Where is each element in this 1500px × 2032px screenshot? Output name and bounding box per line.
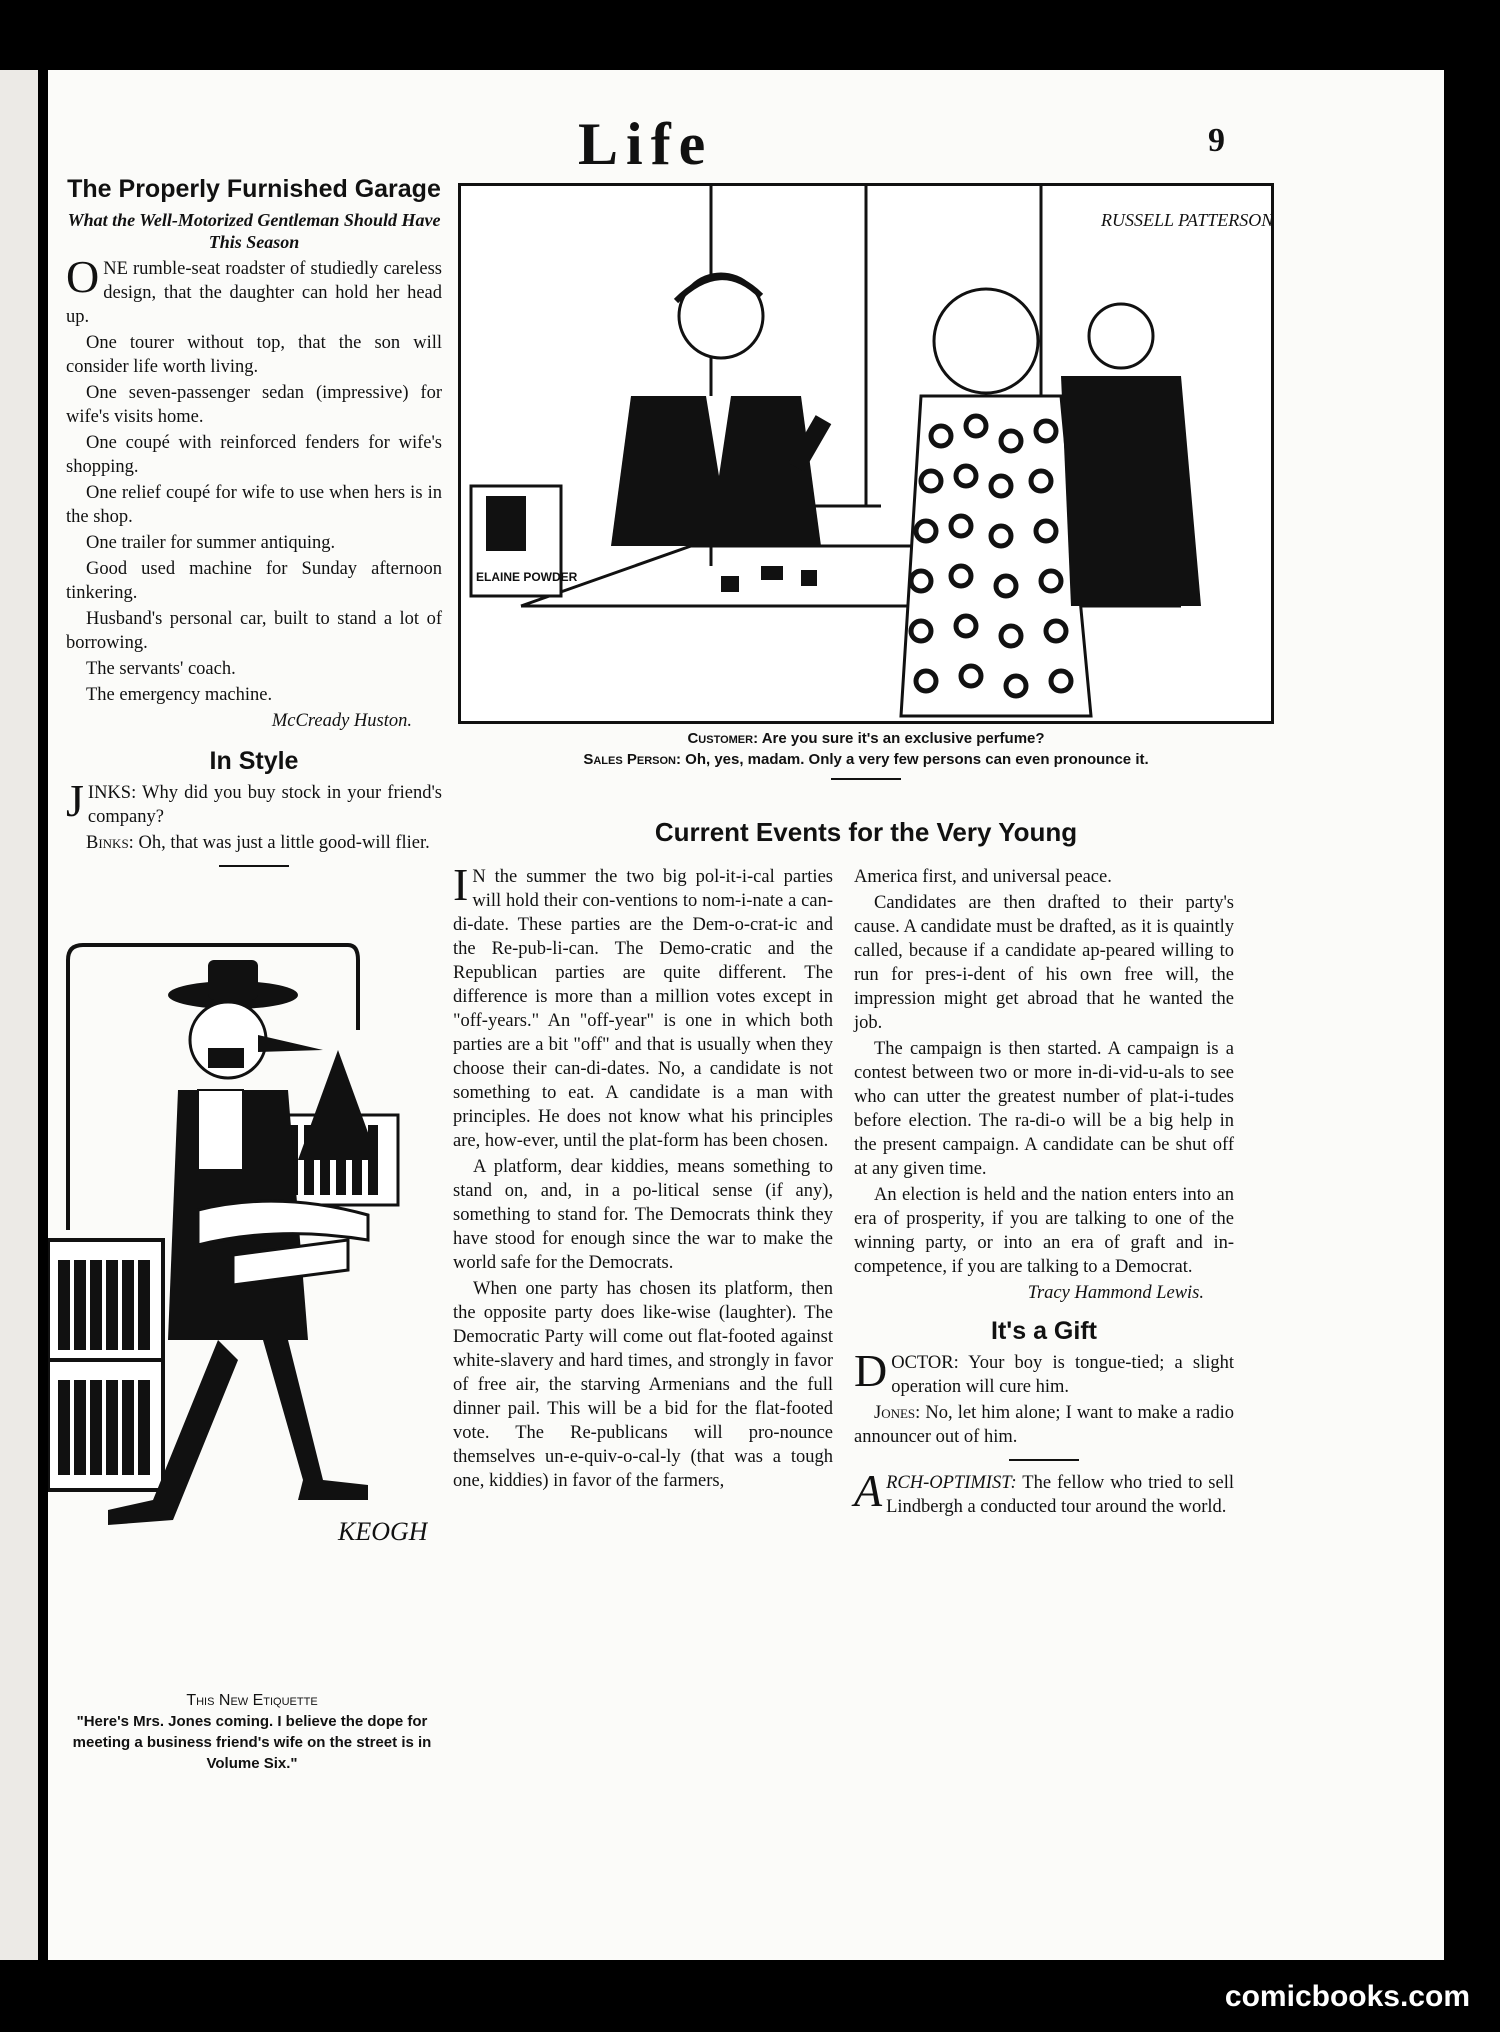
garage-line: One coupé with reinforced fenders for wife's shopping. [66,433,442,477]
jones-speaker: Jones: [874,1403,921,1423]
garage-subtitle: What the Well-Motorized Gentleman Should Have This Season [67,210,441,252]
jinks-speaker: INKS: [87,783,137,803]
garage-author: McCready Huston. [271,711,412,731]
masthead: Life [578,111,714,177]
jones-line: No, let him alone; I want to make a radio announcer out of him. [854,1403,1234,1447]
powder-box-text: ELAINE POWDER [476,570,578,584]
current-events-drop-cap: I [453,859,469,910]
garage-article [66,175,442,877]
current-events-p7: An election is held and the nation enters into an era of prosperity, if you are talking to one of the winning party, or into an era of graft and in-competence, if you are talking to a Democrat. [854,1185,1234,1277]
current-events-p3: When one party has chosen its platform, then the opposite party does like-wise (laughter). The Democratic Party will come out flat-footed against white-slavery and hard times, and strongly in favor of free air, the starving Armenians and the full dinner pail. This will be a bid for the flat-footed vote. The Re-publicans will pro-nounce themselves un-e-quiv-o-cal-ly (that was a tough one, kiddies) in favor of the farmers, [453,1279,833,1491]
current-events-p1: N the summer the two big pol-it-i-cal parties will hold their con-ventions to nom-i-nate a can-di-date. These parties are the Dem-o-crat-ic and the Re-pub-li-can. The Demo-cratic and the Republican parties are quite different. The difference is more than a million votes except in "off-years." An "off-year" is one in which both parties are a bit "off" and that is usually when they choose their can-di-dates. No, a candidate is not something to eat. A candidate is a man with principles. He does not know what his principles are, how-ever, until the plat-form has been chosen. [453,867,833,1151]
etiquette-caption-block [62,1690,442,1774]
current-events-p4: America first, and universal peace. [854,867,1112,887]
divider [1009,1459,1079,1461]
perfume-illustration [461,186,1271,721]
current-events-p5: Candidates are then drafted to their party's cause. A candidate must be drafted, as it is quaintly called, because if a candidate ap-peared willing to run for pres-i-dent of his own free will, the impression might get abroad that he wanted the job. [854,893,1234,1033]
salesperson-speaker: Sales Person: [583,751,681,768]
adjacent-page-edge [0,70,38,1960]
current-events-p2: A platform, dear kiddies, means something to stand on, and, in a po-litical sense (if any), something to stand for. The Democrats think they have stood for enough since the war to make the world safe for the Democrats. [453,1157,833,1273]
garage-line: The servants' coach. [86,659,236,679]
perfume-signature: RUSSELL PATTERSON [1101,210,1271,230]
binks-speaker: Binks: [86,833,134,853]
binks-line: Oh, that was just a little good-will flier. [133,833,430,853]
perfume-caption-block [458,728,1274,790]
gift-title: It's a Gift [991,1317,1097,1345]
customer-speaker: Customer: [687,730,759,747]
doctor-speaker: OCTOR: [891,1353,959,1373]
watermark: comicbooks.com [1224,1980,1470,2013]
jinks-line: Why did you buy stock in your friend's company? [87,783,442,827]
arch-drop-cap: A [854,1465,883,1516]
etiquette-caption-title: This New Etiquette [186,1692,318,1709]
current-events-p6: The campaign is then started. A campaign is a contest between two or more in-di-vid-u-als to see who can utter the greatest number of plat-i-tudes before election. The ra-di-o will be a big help in the present campaign. A candidate can be shut off at any given time. [854,1039,1234,1179]
arch-text: The fellow who tried to sell Lindbergh a conducted tour around the world. [886,1473,1234,1517]
doctor-line: Your boy is tongue-tied; a slight operation will cure him. [891,1353,1234,1397]
etiquette-caption: "Here's Mrs. Jones coming. I believe the dope for meeting a business friend's wife on the street is in Volume Six." [72,1713,432,1772]
customer-line: Are you sure it's an exclusive perfume? [758,730,1045,747]
current-events-title: Current Events for the Very Young [654,817,1078,847]
garage-drop-cap: O [66,251,100,302]
garage-line: One tourer without top, that the son will consider life worth living. [66,333,442,377]
divider [219,865,289,867]
garage-first-line: NE rumble-seat roadster of studiedly careless design, that the daughter can hold her head up. [66,259,442,327]
perfume-cartoon [458,183,1274,724]
in-style-drop-cap: J [66,775,84,826]
salesperson-line: Oh, yes, madam. Only a very few persons can even pronounce it. [680,751,1149,768]
current-events-col1 [453,859,833,1495]
garage-line: One relief coupé for wife to use when hers is in the shop. [66,483,442,527]
etiquette-signature: KEOGH [338,1517,428,1546]
garage-line: One seven-passenger sedan (impressive) for wife's visits home. [66,383,442,427]
garage-line: Good used machine for Sunday afternoon tinkering. [66,559,442,603]
current-events-author: Tracy Hammond Lewis. [1027,1283,1204,1303]
divider [831,778,901,780]
garage-line: One trailer for summer antiquing. [86,533,336,553]
garage-line: The emergency machine. [86,685,273,705]
in-style-title: In Style [209,747,299,775]
gift-drop-cap: D [854,1345,888,1396]
magazine-page [48,70,1444,1960]
garage-line: Husband's personal car, built to stand a lot of borrowing. [66,609,442,653]
page-number: 9 [1208,122,1225,159]
etiquette-illustration [48,940,428,1680]
current-events-col2 [854,865,1234,1521]
arch-head: RCH-OPTIMIST: [886,1473,1017,1493]
garage-title: The Properly Furnished Garage [67,175,441,203]
